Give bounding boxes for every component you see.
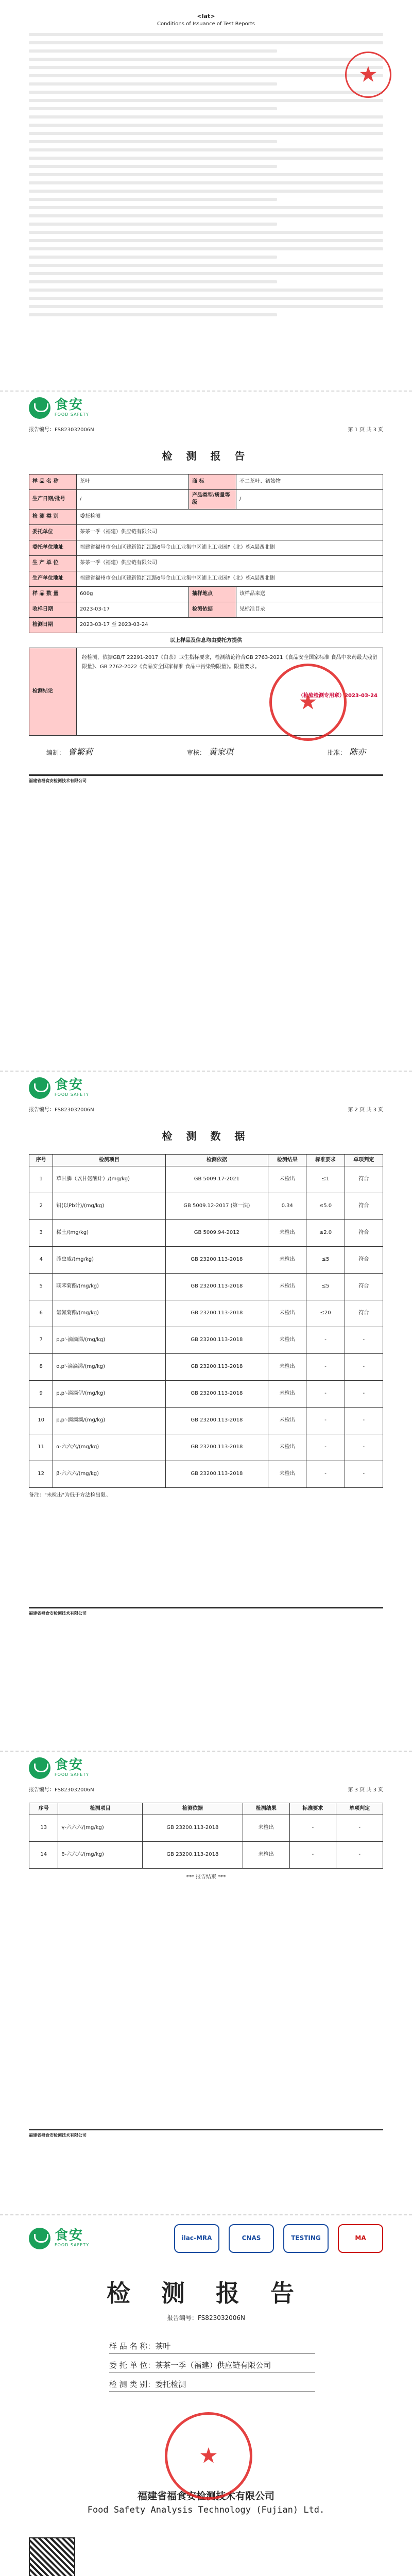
footer-company: 福建省福食安检测技术有限公司 <box>29 1611 87 1616</box>
table-cell: 10 <box>29 1408 53 1434</box>
cover-company-cn: 福建省福食安检测技术有限公司 <box>137 2490 274 2502</box>
table-cell: ≤1 <box>306 1166 345 1193</box>
report-number: 报告编号：FS823032006N <box>29 1107 94 1113</box>
table-cell: 联苯菊酯/(mg/kg) <box>53 1274 165 1300</box>
report-page-3 <box>0 1752 412 2215</box>
report-meta <box>0 427 412 434</box>
logo-cn: 食安 <box>55 1757 84 1773</box>
table-cell: ≤2.0 <box>306 1220 345 1247</box>
table-cell: GB 23200.113-2018 <box>165 1354 268 1381</box>
table-row <box>29 1815 383 1842</box>
info-label: 检 测 类 别 <box>29 509 77 524</box>
table-cell: - <box>306 1434 345 1461</box>
info-value: 福建省福州市仓山区建新镇红江路6号金山工业集中区浦上工业园F（北）栋4层西北侧 <box>77 540 383 555</box>
table-cell: 未检出 <box>268 1327 306 1354</box>
table-cell: 7 <box>29 1327 53 1354</box>
page-number: 第 2 页 共 3 页 <box>348 1107 383 1113</box>
table-cell: 未检出 <box>268 1381 306 1408</box>
table-cell: GB 23200.113-2018 <box>142 1815 243 1842</box>
table-cell: GB 23200.113-2018 <box>165 1327 268 1354</box>
table-cell: 符合 <box>345 1274 383 1300</box>
brand-logo <box>29 1757 89 1779</box>
table-cell: GB 5009.94-2012 <box>165 1220 268 1247</box>
table-cell: ≤5 <box>306 1247 345 1274</box>
table-cell: 9 <box>29 1381 53 1408</box>
info-table <box>29 474 383 633</box>
table-row <box>29 1408 383 1434</box>
table-cell: 5 <box>29 1274 53 1300</box>
approved-by: 批准： 陈亦 <box>327 747 366 757</box>
table-cell: - <box>345 1461 383 1488</box>
conclusion-cell <box>77 648 383 736</box>
page-number: 第 3 页 共 3 页 <box>348 1787 383 1793</box>
page-footer <box>0 1608 412 1617</box>
column-header: 检测项目 <box>53 1154 165 1166</box>
info-label: 产品类型/质量等级 <box>188 489 236 509</box>
brand-logo <box>29 397 89 419</box>
brand-logo <box>29 2228 89 2249</box>
info-value: 委托检测 <box>77 509 383 524</box>
table-cell: δ-六六六/(mg/kg) <box>58 1842 142 1869</box>
page-footer <box>0 2130 412 2139</box>
food-safety-logo-icon <box>29 1077 50 1099</box>
table-cell: GB 5009.17-2021 <box>165 1166 268 1193</box>
table-row <box>29 1193 383 1220</box>
info-label: 收样日期 <box>29 602 77 617</box>
table-cell: ≤5.0 <box>306 1193 345 1220</box>
table-cell: - <box>289 1815 336 1842</box>
table-cell: 1 <box>29 1166 53 1193</box>
official-seal <box>345 52 391 98</box>
table-row <box>29 1220 383 1247</box>
table-cell: - <box>345 1354 383 1381</box>
column-header: 单项判定 <box>345 1154 383 1166</box>
info-row <box>29 524 383 540</box>
report-meta <box>0 1107 412 1114</box>
cover-test-type: 检 测 类 别：委托检测 <box>109 2379 315 2392</box>
report-page-2 <box>0 1072 412 1752</box>
table-cell: - <box>336 1842 383 1869</box>
logo-cn: 食安 <box>55 2228 84 2244</box>
page-footer <box>0 776 412 784</box>
table-cell: p,p'-滴滴伊/(mg/kg) <box>53 1381 165 1408</box>
table-cell: 未检出 <box>268 1354 306 1381</box>
info-value: / <box>236 489 383 509</box>
info-value: 600g <box>77 586 189 602</box>
table-cell: GB 23200.113-2018 <box>165 1247 268 1274</box>
report-number: 报告编号：FS823032006N <box>29 1787 94 1793</box>
info-provided-note: 以上样品及信息均由委托方提供 <box>170 637 242 643</box>
page-header <box>0 1072 412 1105</box>
info-label: 委托单位 <box>29 524 77 540</box>
info-value: / <box>77 489 189 509</box>
logo-en: FOOD SAFETY <box>55 1092 90 1097</box>
page-header <box>0 1752 412 1785</box>
table-cell: - <box>306 1381 345 1408</box>
table-cell: 4 <box>29 1247 53 1274</box>
table-row <box>29 1300 383 1327</box>
cover-page <box>0 2215 412 2576</box>
table-cell: 14 <box>29 1842 58 1869</box>
conclusion-table <box>29 648 383 736</box>
table-cell: 13 <box>29 1815 58 1842</box>
info-label: 检测依据 <box>188 602 236 617</box>
conditions-subtitle: Conditions of Issuance of Test Reports <box>157 21 255 27</box>
table-cell: 符合 <box>345 1166 383 1193</box>
table-cell: GB 5009.12-2017 (第一法) <box>165 1193 268 1220</box>
info-label: 生产日期/批号 <box>29 489 77 509</box>
info-value: 2023-03-17 至 2023-03-24 <box>77 617 383 633</box>
info-row <box>29 474 383 489</box>
table-cell: - <box>306 1327 345 1354</box>
page-header <box>0 392 412 425</box>
data-note: 备注："未检出"为低于方法检出限。 <box>29 1493 111 1498</box>
food-safety-logo-icon <box>29 2228 50 2249</box>
table-cell: 未检出 <box>243 1842 289 1869</box>
table-cell: 未检出 <box>268 1247 306 1274</box>
conclusion-label: 检测结论 <box>29 648 77 736</box>
end-of-report: *** 报告结束 *** <box>186 1874 226 1880</box>
info-label: 委托单位地址 <box>29 540 77 555</box>
logo-cn: 食安 <box>55 1077 84 1093</box>
table-row <box>29 1354 383 1381</box>
info-label: 生产单位地址 <box>29 571 77 586</box>
column-header: 检测依据 <box>165 1154 268 1166</box>
info-value: 不二茶叶、初始物 <box>236 474 383 489</box>
table-row <box>29 1381 383 1408</box>
info-label: 样 品 数 量 <box>29 586 77 602</box>
column-header: 序号 <box>29 1803 58 1815</box>
table-cell: - <box>306 1408 345 1434</box>
table-cell: - <box>345 1408 383 1434</box>
food-safety-logo-icon <box>29 397 50 419</box>
table-cell: 3 <box>29 1220 53 1247</box>
table-row <box>29 1247 383 1274</box>
table-cell: 未检出 <box>268 1220 306 1247</box>
table-cell: - <box>336 1815 383 1842</box>
data-table <box>29 1154 383 1488</box>
table-cell: 未检出 <box>243 1815 289 1842</box>
column-header: 检测项目 <box>58 1803 142 1815</box>
table-cell: 未检出 <box>268 1408 306 1434</box>
footer-company: 福建省福食安检测技术有限公司 <box>29 778 87 784</box>
table-cell: GB 23200.113-2018 <box>165 1381 268 1408</box>
cover-report-number: 报告编号：FS823032006N <box>167 2314 245 2321</box>
table-row <box>29 1166 383 1193</box>
report-meta <box>0 1787 412 1794</box>
table-cell: 未检出 <box>268 1274 306 1300</box>
company-seal <box>165 2412 252 2500</box>
data-table-continued <box>29 1803 383 1869</box>
table-row <box>29 1327 383 1354</box>
info-row <box>29 489 383 509</box>
data-title: 检 测 数 据 <box>162 1129 250 1142</box>
info-label: 抽样地点 <box>188 586 236 602</box>
table-cell: 草甘膦（以甘氨酸计）/(mg/kg) <box>53 1166 165 1193</box>
table-cell: α-六六六/(mg/kg) <box>53 1434 165 1461</box>
table-cell: - <box>345 1381 383 1408</box>
logo-cn: 食安 <box>55 397 84 413</box>
table-cell: GB 23200.113-2018 <box>165 1434 268 1461</box>
food-safety-logo-icon <box>29 1757 50 1779</box>
info-row <box>29 509 383 524</box>
table-cell: - <box>345 1327 383 1354</box>
cover-title: 检 测 报 告 <box>106 2279 306 2307</box>
ilac-mra-icon: ilac-MRA <box>174 2224 219 2253</box>
table-cell: 未检出 <box>268 1461 306 1488</box>
table-cell: ≤5 <box>306 1274 345 1300</box>
table-cell: 0.34 <box>268 1193 306 1220</box>
cover-client: 委 托 单 位：茶茶一季（福建）供应链有限公司 <box>109 2360 315 2373</box>
column-header: 标准要求 <box>306 1154 345 1166</box>
report-title: 检 测 报 告 <box>162 449 250 462</box>
table-cell: β-六六六/(mg/kg) <box>53 1461 165 1488</box>
cover-sample-name: 样 品 名 称：茶叶 <box>109 2341 315 2354</box>
table-cell: 符合 <box>345 1247 383 1274</box>
table-cell: - <box>306 1461 345 1488</box>
info-row <box>29 586 383 602</box>
info-value: 福建省福州市仓山区建新镇红江路6号金山工业集中区浦上工业园F（北）栋4层西北侧 <box>77 571 383 586</box>
table-cell: 11 <box>29 1434 53 1461</box>
cnas-icon: CNAS <box>229 2224 274 2253</box>
issue-date: （检验检测专用章）2023-03-24 <box>298 693 377 699</box>
cover-company-en: Food Safety Analysis Technology (Fujian) Ltd. <box>87 2504 325 2515</box>
brand-logo <box>29 1077 89 1099</box>
table-cell: GB 23200.113-2018 <box>165 1408 268 1434</box>
table-cell: p,p'-滴滴滴/(mg/kg) <box>53 1408 165 1434</box>
conditions-title: <lat> <box>197 13 215 20</box>
logo-en: FOOD SAFETY <box>55 412 90 417</box>
info-value: 茶茶一季（福建）供应链有限公司 <box>77 555 383 571</box>
table-row <box>29 1842 383 1869</box>
info-row <box>29 617 383 633</box>
prepared-by: 编制： 曾繁莉 <box>46 747 93 757</box>
table-row <box>29 1274 383 1300</box>
info-label: 样 品 名 称 <box>29 474 77 489</box>
cover-header <box>0 2215 412 2262</box>
report-page-1 <box>0 392 412 1072</box>
table-cell: 茚虫威/(mg/kg) <box>53 1247 165 1274</box>
table-cell: 8 <box>29 1354 53 1381</box>
table-cell: p,p'-滴滴涕/(mg/kg) <box>53 1327 165 1354</box>
table-cell: - <box>289 1842 336 1869</box>
info-row <box>29 555 383 571</box>
qr-code-icon <box>29 2537 75 2576</box>
table-cell: 6 <box>29 1300 53 1327</box>
table-cell: 未检出 <box>268 1300 306 1327</box>
table-cell: - <box>345 1434 383 1461</box>
logo-en: FOOD SAFETY <box>55 1772 90 1777</box>
column-header: 检测依据 <box>142 1803 243 1815</box>
table-cell: 2 <box>29 1193 53 1220</box>
table-cell: 未检出 <box>268 1434 306 1461</box>
info-value: 见标准目录 <box>236 602 383 617</box>
signature-row <box>0 736 412 758</box>
table-cell: GB 23200.113-2018 <box>165 1274 268 1300</box>
table-cell: 符合 <box>345 1193 383 1220</box>
table-row <box>29 1461 383 1488</box>
info-label: 检测日期 <box>29 617 77 633</box>
table-row <box>29 1434 383 1461</box>
column-header: 序号 <box>29 1154 53 1166</box>
reviewed-by: 审核： 黄家琪 <box>186 747 234 757</box>
cma-icon: MA <box>338 2224 383 2253</box>
table-cell: 稀土/(mg/kg) <box>53 1220 165 1247</box>
table-cell: 氯氰菊酯/(mg/kg) <box>53 1300 165 1327</box>
info-value: 该样品来送 <box>236 586 383 602</box>
table-cell: 铅(以Pb计)/(mg/kg) <box>53 1193 165 1220</box>
info-row <box>29 540 383 555</box>
info-label: 生 产 单 位 <box>29 555 77 571</box>
page-number: 第 1 页 共 3 页 <box>348 427 383 433</box>
logo-en: FOOD SAFETY <box>55 2243 90 2248</box>
table-cell: 未检出 <box>268 1166 306 1193</box>
info-value: 茶茶一季（福建）供应链有限公司 <box>77 524 383 540</box>
conclusion-text: 经检测，依据GB/T 22291-2017《白茶》卫生指标要求，检测结论符合GB 2763-2021《食品安全国家标准 食品中农药最大残留限量》、GB 2762-2022《食品安全国家标准 食品中污染物限量》。限量要求。 <box>82 655 377 670</box>
table-cell: GB 23200.113-2018 <box>165 1461 268 1488</box>
testing-seal <box>269 664 347 741</box>
table-cell: 符合 <box>345 1220 383 1247</box>
footer-company: 福建省福食安检测技术有限公司 <box>29 2132 87 2138</box>
info-value: 2023-03-17 <box>77 602 189 617</box>
column-header: 检测结果 <box>268 1154 306 1166</box>
table-cell: - <box>306 1354 345 1381</box>
info-value: 茶叶 <box>77 474 189 489</box>
table-cell: GB 23200.113-2018 <box>165 1300 268 1327</box>
table-cell: GB 23200.113-2018 <box>142 1842 243 1869</box>
column-header: 检测结果 <box>243 1803 289 1815</box>
column-header: 标准要求 <box>289 1803 336 1815</box>
table-cell: 12 <box>29 1461 53 1488</box>
info-label: 商 标 <box>188 474 236 489</box>
conditions-page <box>0 0 412 392</box>
info-row <box>29 571 383 586</box>
testing-icon: TESTING <box>283 2224 329 2253</box>
certification-logos <box>174 2224 383 2253</box>
info-row <box>29 602 383 617</box>
report-number: 报告编号：FS823032006N <box>29 427 94 433</box>
table-cell: ≤20 <box>306 1300 345 1327</box>
table-cell: o,p'-滴滴涕/(mg/kg) <box>53 1354 165 1381</box>
table-cell: γ-六六六/(mg/kg) <box>58 1815 142 1842</box>
table-cell: 符合 <box>345 1300 383 1327</box>
column-header: 单项判定 <box>336 1803 383 1815</box>
